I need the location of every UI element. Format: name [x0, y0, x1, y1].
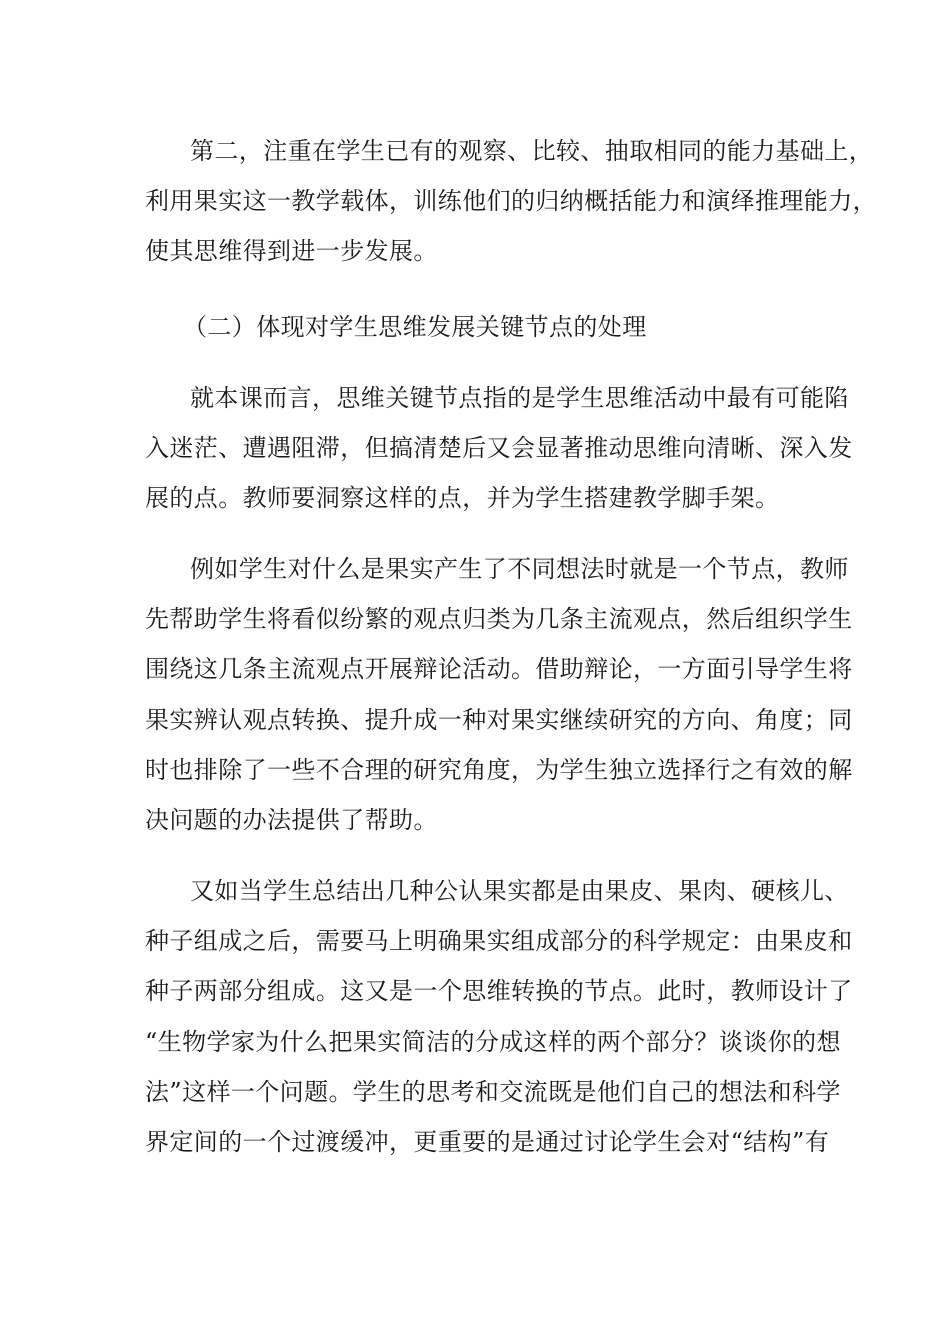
- paragraph-4-line-3: 种子两部分组成。这又是一个思维转换的节点。此时，教师设计了: [145, 977, 853, 1005]
- paragraph-3-line-5: 时也排除了一些不合理的研究角度，为学生独立选择行之有效的解: [145, 756, 853, 784]
- paragraph-4-line-5: 法”这样一个问题。学生的思考和交流既是他们自己的想法和科学: [145, 1078, 841, 1106]
- paragraph-4-line-4: “生物学家为什么把果实简洁的分成这样的两个部分？谈谈你的想: [145, 1028, 841, 1056]
- paragraph-3-line-3: 围绕这几条主流观点开展辩论活动。借助辩论，一方面引导学生将: [145, 655, 853, 683]
- paragraph-4-line-2: 种子组成之后，需要马上明确果实组成部分的科学规定：由果皮和: [145, 927, 853, 955]
- paragraph-2-line-3: 展的点。教师要洞察这样的点，并为学生搭建教学脚手架。: [145, 484, 780, 512]
- section-heading: （二）体现对学生思维发展关键节点的处理: [183, 313, 647, 341]
- paragraph-4-line-6: 界定间的一个过渡缓冲，更重要的是通过讨论学生会对“结构”有: [145, 1128, 830, 1156]
- paragraph-1-line-1: 第二，注重在学生已有的观察、比较、抽取相同的能力基础上，: [190, 137, 874, 165]
- paragraph-2-line-1: 就本课而言，思维关键节点指的是学生思维活动中最有可能陷: [190, 384, 849, 412]
- paragraph-4-line-1: 又如当学生总结出几种公认果实都是由果皮、果肉、硬核儿、: [190, 877, 849, 905]
- paragraph-2-line-2: 入迷茫、遭遇阻滞，但搞清楚后又会显著推动思维向清晰、深入发: [145, 434, 853, 462]
- paragraph-3-line-2: 先帮助学生将看似纷繁的观点归类为几条主流观点，然后组织学生: [145, 605, 853, 633]
- paragraph-1-line-3: 使其思维得到进一步发展。: [145, 237, 438, 265]
- paragraph-3-line-1: 例如学生对什么是果实产生了不同想法时就是一个节点，教师: [190, 555, 849, 583]
- paragraph-1-line-2: 利用果实这一教学载体，训练他们的归纳概括能力和演绎推理能力，: [145, 187, 877, 215]
- paragraph-3-line-6: 决问题的办法提供了帮助。: [145, 806, 438, 834]
- paragraph-3-line-4: 果实辨认观点转换、提升成一种对果实继续研究的方向、角度；同: [145, 706, 853, 734]
